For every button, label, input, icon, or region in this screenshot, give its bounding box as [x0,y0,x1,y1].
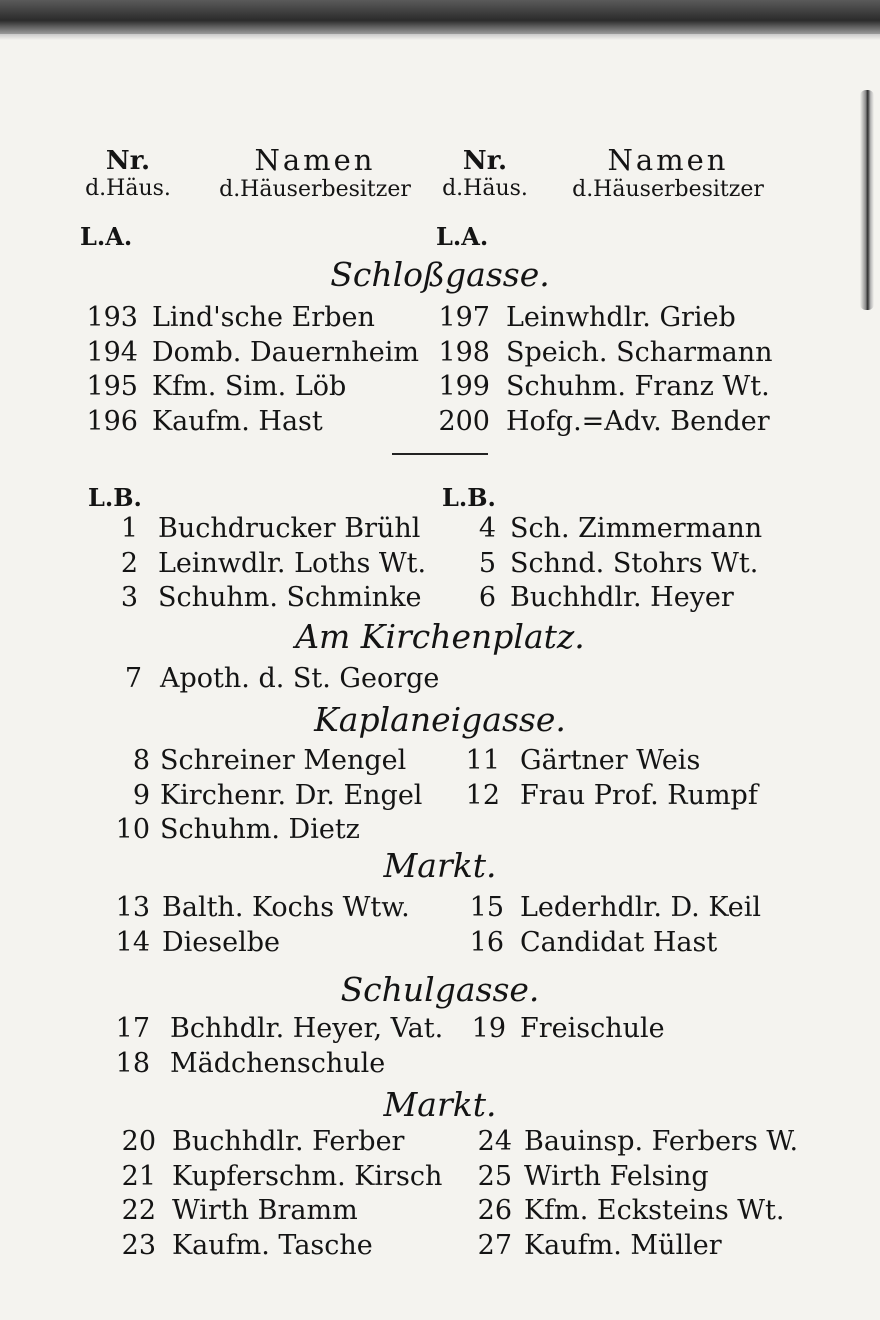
header-name-sub: d.Häuserbesitzer [219,177,411,202]
owner-name: Schnd. Stohrs Wt. [510,547,759,579]
section-rows-markt-2 [0,1126,880,1264]
house-number: 200 [438,405,490,437]
list-item [0,582,880,617]
owner-name: Schreiner Mengel [160,745,407,776]
owner-name: Domb. Dauernheim [152,336,419,368]
owner-name: Bauinsp. Ferbers W. [524,1126,799,1157]
owner-name: Kfm. Ecksteins Wt. [524,1195,785,1226]
house-number: 6 [478,582,496,613]
owner-name: Speich. Scharmann [506,336,773,368]
owner-name: Leinwdlr. Loths Wt. [158,547,427,579]
house-number: 23 [121,1229,156,1261]
section-title: Schulgasse. [340,970,540,1009]
house-number: 199 [438,371,490,402]
section-title: Schloßgasse. [330,255,550,294]
list-item [0,513,880,548]
list-item [0,1230,880,1265]
house-number: 16 [469,926,504,958]
block-label-la-left: L.A. [80,222,133,251]
list-item [0,745,880,780]
owner-name: Candidat Hast [520,926,718,958]
house-number: 22 [121,1195,156,1226]
owner-name: Schuhm. Dietz [160,814,360,845]
owner-name: Buchdrucker Brühl [158,513,421,544]
header-nr-sub: d.Häus. [442,176,528,201]
owner-name: Leinwhdlr. Grieb [506,302,736,333]
section-title: Markt. [383,846,497,885]
owner-name: Bchhdlr. Heyer, Vat. [170,1013,444,1044]
owner-name: Kaufm. Müller [524,1229,722,1261]
owner-name: Kirchenr. Dr. Engel [160,779,423,811]
section-title: Markt. [383,1085,497,1124]
list-item [0,1161,880,1196]
owner-name: Wirth Felsing [524,1160,709,1192]
header-nr-sub: d.Häus. [85,176,171,201]
list-item [0,302,880,337]
house-number: 197 [438,302,490,333]
list-item [0,548,880,583]
header-name-sub: d.Häuserbesitzer [572,177,764,202]
house-number: 7 [124,663,142,694]
header-nr-right [430,148,540,200]
owner-name: Sch. Zimmermann [510,513,763,544]
owner-name: Buchhdlr. Heyer [510,582,734,613]
owner-name: Balth. Kochs Wtw. [162,892,410,923]
block-label-lb-right: L.B. [442,483,496,512]
section-rows-schulgasse [0,1013,880,1082]
list-item [0,337,880,372]
section-rows-markt-1 [0,892,880,961]
block-label-la-right: L.A. [436,222,489,251]
owner-name: Mädchenschule [170,1047,386,1079]
house-number: 17 [115,1013,150,1044]
section-rows-schlossgasse [0,302,880,440]
owner-name: Freischule [520,1013,665,1044]
list-item [0,927,880,962]
header-name-label: Namen [254,143,376,177]
owner-name: Kfm. Sim. Löb [152,371,347,402]
header-name-label: Namen [607,143,729,177]
house-number: 19 [471,1013,506,1044]
house-number: 2 [120,547,138,579]
house-number: 3 [120,582,138,613]
list-item [0,780,880,815]
house-number: 25 [477,1160,512,1192]
owner-name: Kaufm. Tasche [172,1229,373,1261]
house-number: 193 [86,302,138,333]
owner-name: Buchhdlr. Ferber [172,1126,405,1157]
header-nr-left [78,148,178,200]
owner-name: Lind'sche Erben [152,302,375,333]
house-number: 21 [121,1160,156,1192]
section-title: Kaplaneigasse. [314,700,566,739]
house-number: 13 [115,892,150,923]
section-rows-kirchenplatz [0,663,880,698]
house-number: 26 [477,1195,512,1226]
house-number: 4 [478,513,496,544]
house-number: 5 [478,547,496,579]
list-item [0,371,880,406]
list-item [0,1013,880,1048]
list-item [0,1048,880,1083]
house-number: 24 [477,1126,512,1157]
house-number: 8 [132,745,150,776]
owner-name: Frau Prof. Rumpf [520,779,758,811]
owner-name: Lederhdlr. D. Keil [520,892,762,923]
list-item [0,1126,880,1161]
house-number: 27 [477,1229,512,1261]
list-item [0,663,880,698]
house-number: 195 [86,371,138,402]
house-number: 194 [86,336,138,368]
owner-name: Kaufm. Hast [152,405,323,437]
header-name-right [548,143,788,202]
owner-name: Kupferschm. Kirsch [172,1160,443,1192]
header-nr-label: Nr. [462,146,508,176]
house-number: 10 [115,814,150,845]
list-item [0,1195,880,1230]
header-name-left [200,143,430,202]
house-number: 20 [121,1126,156,1157]
block-label-lb-left: L.B. [88,483,142,512]
owner-name: Schuhm. Schminke [158,582,422,613]
house-number: 11 [465,745,500,776]
section-title: Am Kirchenplatz. [295,617,585,656]
list-item [0,892,880,927]
house-number: 12 [465,779,500,811]
section-rows-kaplaneigasse [0,745,880,849]
list-item [0,406,880,441]
owner-name: Schuhm. Franz Wt. [506,371,770,402]
house-number: 18 [115,1047,150,1079]
header-nr-label: Nr. [105,146,151,176]
owner-name: Gärtner Weis [520,745,701,776]
house-number: 196 [86,405,138,437]
list-item [0,814,880,849]
owner-name: Wirth Bramm [172,1195,358,1226]
section-rows-lb [0,513,880,617]
house-number: 198 [438,336,490,368]
divider [392,453,488,455]
owner-name: Apoth. d. St. George [160,663,440,694]
house-number: 14 [115,926,150,958]
house-number: 9 [132,779,150,811]
house-number: 1 [120,513,138,544]
owner-name: Hofg.=Adv. Bender [506,405,770,437]
owner-name: Dieselbe [162,926,280,958]
house-number: 15 [469,892,504,923]
